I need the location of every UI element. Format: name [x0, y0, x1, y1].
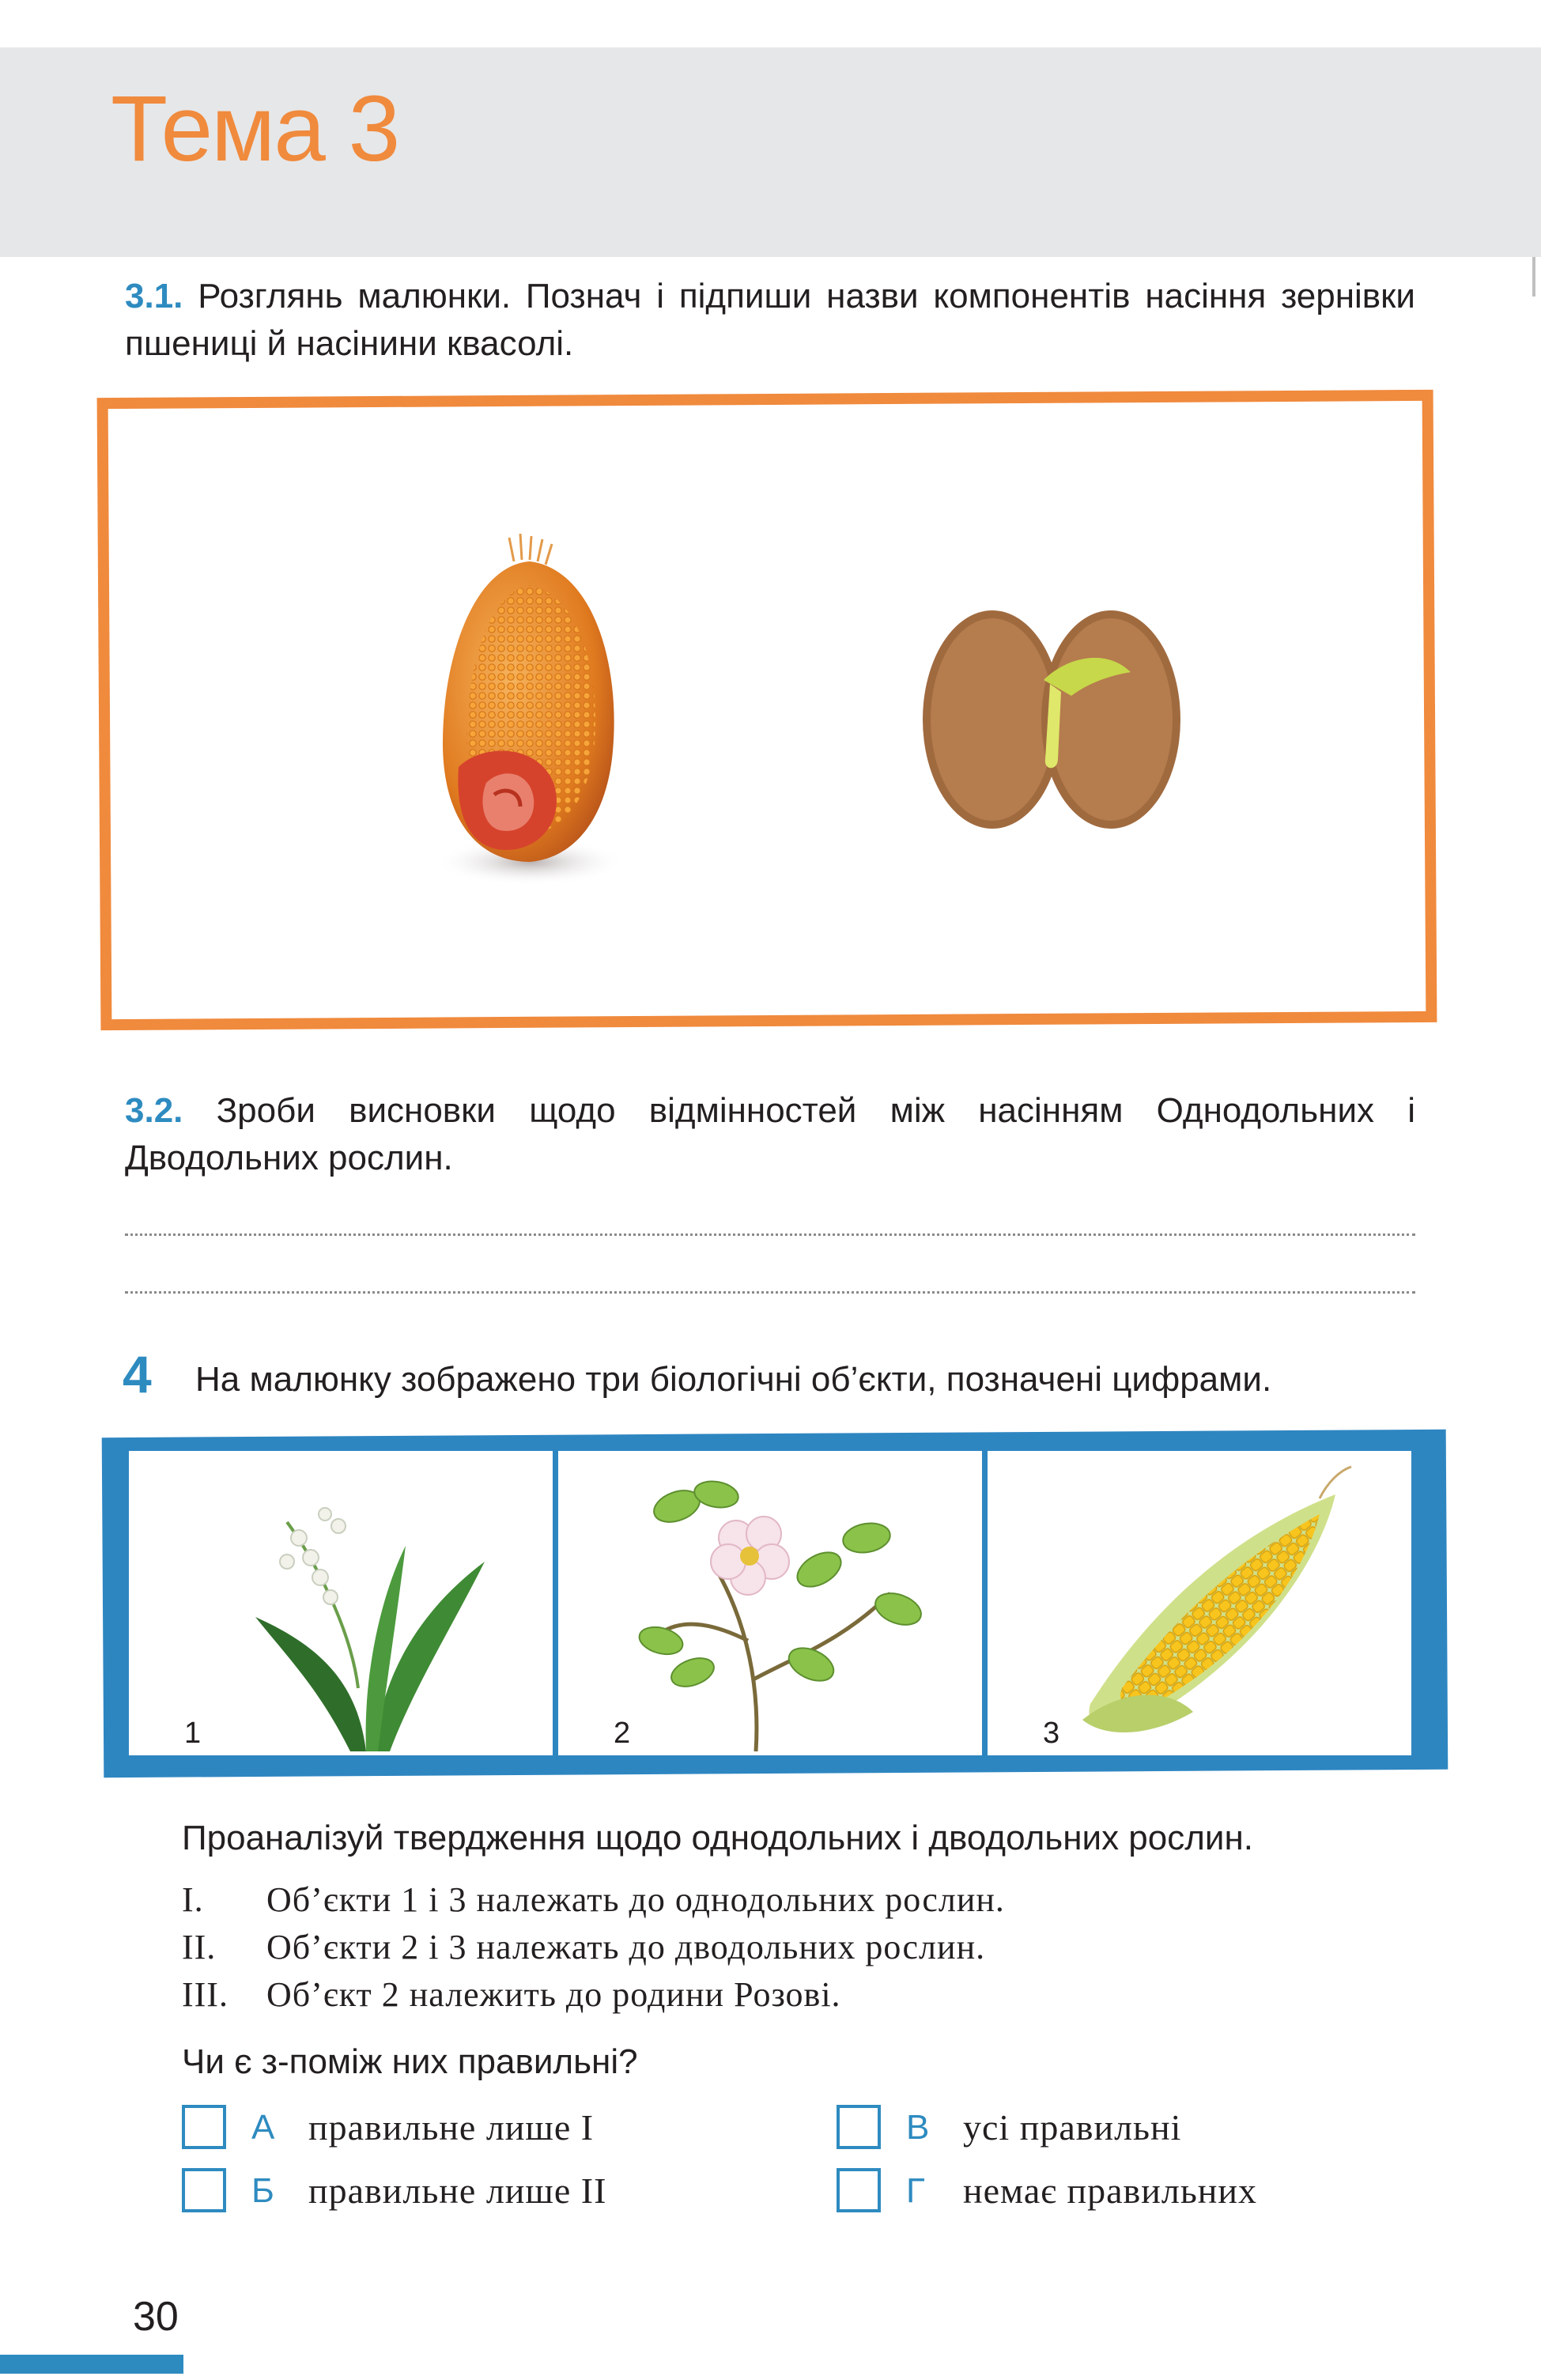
answer-line-2[interactable]: [125, 1291, 1415, 1294]
seed-images-frame: [97, 390, 1437, 1030]
statements-intro: Проаналізуй твердження щодо однодольних і дводольних рослин.: [182, 1819, 1254, 1857]
option-b[interactable]: [182, 2168, 735, 2216]
question: Чи є з-поміж них правильні?: [182, 2042, 638, 2081]
statement-1-text: Об’єкти 1 і 3 належать до однодольних рослин.: [266, 1880, 1005, 1919]
option-a[interactable]: [182, 2105, 735, 2152]
option-a-checkbox[interactable]: [182, 2105, 226, 2149]
panel-3: [988, 1451, 1411, 1755]
task-3-2-text: Зроби висновки щодо відмінностей між насінням Однодольних і Дводольних рослин.: [125, 1091, 1415, 1177]
panel-1-label: 1: [184, 1717, 202, 1750]
option-a-text: правильне лише І: [308, 2107, 595, 2148]
option-b-checkbox[interactable]: [182, 2168, 226, 2212]
page-edge-marker: [1532, 257, 1535, 297]
task-4-text: На малюнку зображено три біологічні об’єкти, позначені цифрами.: [195, 1360, 1272, 1399]
task-3-2: [125, 1087, 1415, 1182]
statement-2-roman: II.: [182, 1928, 217, 1966]
statement-2-text: Об’єкти 2 і 3 належать до дводольних рослин.: [266, 1928, 986, 1966]
option-b-text: правильне лише ІІ: [308, 2170, 607, 2211]
statement-1: [182, 1879, 1005, 1920]
page-number-bar: [0, 2355, 183, 2374]
panel-2: [558, 1451, 982, 1755]
topic-title: Тема 3: [111, 77, 399, 181]
panel-2-label: 2: [614, 1717, 631, 1750]
wild-rose-image: [558, 1451, 982, 1755]
option-v[interactable]: [837, 2105, 1390, 2152]
task-3-2-number: 3.2.: [125, 1091, 183, 1130]
option-v-checkbox[interactable]: [837, 2105, 881, 2149]
wheat-grain-image: [411, 530, 633, 893]
bean-seed-image: [917, 601, 1186, 838]
statement-3-roman: III.: [182, 1975, 229, 2014]
statement-1-roman: I.: [182, 1880, 204, 1919]
task-3-1: [125, 273, 1415, 368]
option-g-letter: Г: [906, 2171, 925, 2210]
option-g-text: немає правильних: [963, 2170, 1258, 2211]
statement-3-text: Об’єкт 2 належить до родини Розові.: [266, 1975, 841, 2014]
panel-1: [129, 1451, 553, 1755]
option-v-letter: В: [906, 2108, 930, 2147]
task-3-1-number: 3.1.: [125, 277, 183, 315]
statement-3: [182, 1974, 841, 2015]
option-a-letter: А: [251, 2108, 275, 2147]
statement-2: [182, 1927, 985, 1967]
task-4-number: 4: [123, 1345, 152, 1403]
option-b-letter: Б: [251, 2171, 274, 2210]
top-margin: [0, 0, 1541, 47]
option-g-checkbox[interactable]: [837, 2168, 881, 2212]
option-v-text: усі правильні: [963, 2107, 1182, 2148]
option-g[interactable]: [837, 2168, 1390, 2216]
lily-of-the-valley-image: [129, 1451, 553, 1755]
corn-cob-image: [988, 1451, 1411, 1755]
page-number: 30: [133, 2294, 179, 2340]
answer-line-1[interactable]: [125, 1233, 1415, 1236]
task-3-1-text: Розглянь малюнки. Познач і підпиши назви компонентів насіння зернівки пшениці й насінини квасолі.: [125, 277, 1415, 363]
panel-3-label: 3: [1043, 1717, 1060, 1750]
